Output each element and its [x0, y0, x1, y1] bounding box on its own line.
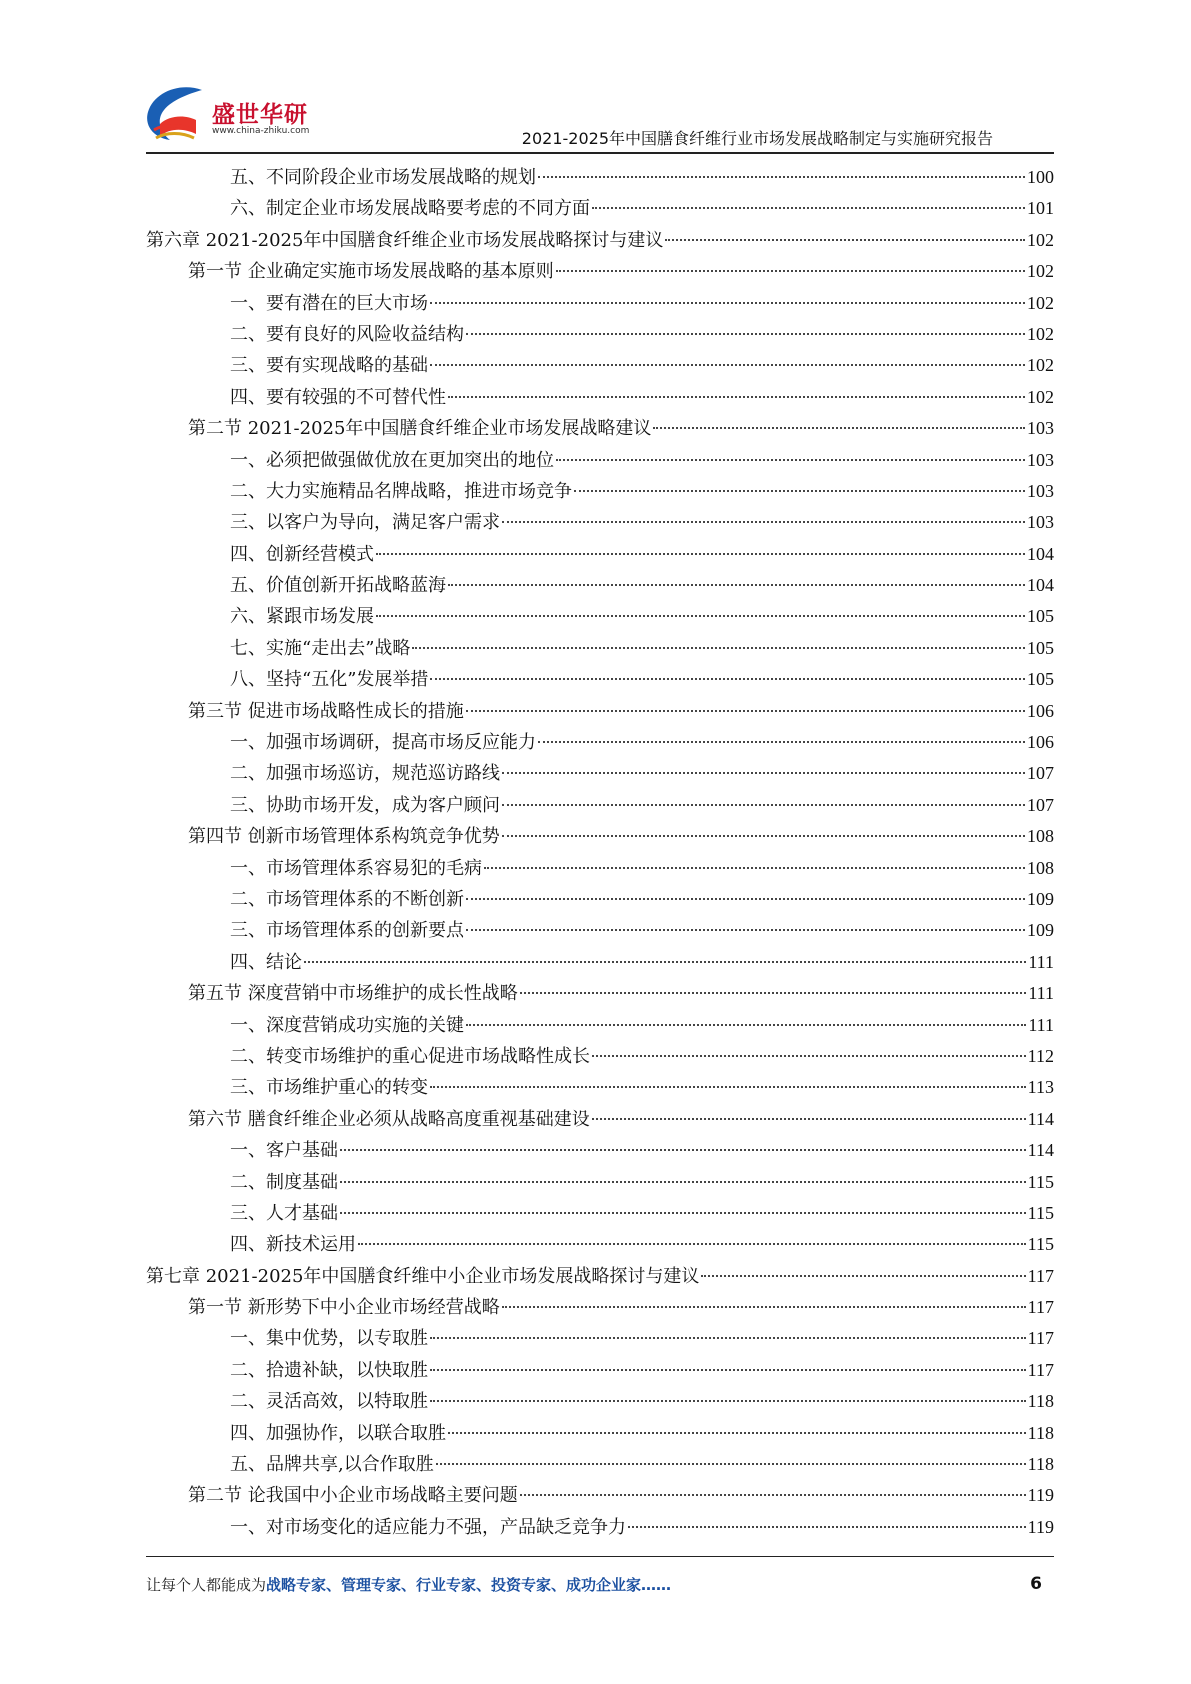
toc-entry-page: 102 [1027, 355, 1054, 376]
toc-entry-page: 101 [1027, 198, 1054, 219]
toc-entry[interactable] [146, 696, 1054, 727]
toc-dot-leader [592, 1055, 1026, 1057]
toc-entry[interactable] [146, 319, 1054, 350]
toc-entry[interactable] [146, 476, 1054, 507]
toc-entry-title: 五、品牌共享,以合作取胜 [230, 1454, 434, 1476]
toc-dot-leader [430, 364, 1025, 366]
toc-dot-leader [520, 992, 1027, 994]
toc-dot-leader [502, 835, 1025, 837]
toc-entry-title: 七、实施“走出去”战略 [230, 637, 411, 659]
toc-dot-leader [484, 867, 1025, 869]
toc-entry[interactable] [146, 413, 1054, 444]
toc-entry[interactable] [146, 256, 1054, 287]
toc-entry-page: 117 [1027, 1328, 1054, 1349]
document-title: 2021-2025年中国膳食纤维行业市场发展战略制定与实施研究报告 [521, 129, 993, 148]
toc-entry[interactable] [146, 978, 1054, 1009]
toc-entry-title: 五、价值创新开拓战略蓝海 [230, 575, 446, 597]
toc-entry[interactable] [146, 1292, 1054, 1323]
toc-entry-page: 119 [1027, 1516, 1054, 1537]
toc-entry-page: 103 [1027, 512, 1054, 533]
logo-mark-icon [140, 80, 212, 148]
toc-entry-title: 三、市场维护重心的转变 [230, 1077, 428, 1099]
toc-entry-title: 一、对市场变化的适应能力不强，产品缺乏竞争力 [230, 1516, 626, 1538]
toc-entry-page: 109 [1027, 920, 1054, 941]
toc-entry-page: 105 [1027, 606, 1054, 627]
toc-entry-page: 118 [1027, 1422, 1054, 1443]
toc-dot-leader [466, 929, 1025, 931]
toc-entry[interactable] [146, 664, 1054, 695]
toc-entry[interactable] [146, 1355, 1054, 1386]
toc-dot-leader [502, 1306, 1026, 1308]
toc-entry[interactable] [146, 884, 1054, 915]
toc-entry[interactable] [146, 162, 1054, 193]
toc-dot-leader [653, 427, 1025, 429]
toc-entry-title: 第二节 论我国中小企业市场战略主要问题 [188, 1485, 518, 1507]
toc-entry-title: 一、客户基础 [230, 1140, 338, 1162]
toc-dot-leader [665, 239, 1025, 241]
toc-entry[interactable] [146, 288, 1054, 319]
toc-entry-page: 111 [1028, 951, 1054, 972]
toc-entry-title: 三、人才基础 [230, 1202, 338, 1224]
toc-entry[interactable] [146, 1480, 1054, 1511]
toc-entry-title: 三、协助市场开发，成为客户顾问 [230, 794, 500, 816]
toc-entry-title: 二、拾遗补缺，以快取胜 [230, 1359, 428, 1381]
toc-dot-leader [358, 1243, 1026, 1245]
toc-entry[interactable] [146, 1323, 1054, 1354]
toc-entry-title: 二、大力实施精品名牌战略，推进市场竞争 [230, 480, 572, 502]
toc-dot-leader [448, 396, 1025, 398]
toc-entry[interactable] [146, 1135, 1054, 1166]
toc-entry[interactable] [146, 1386, 1054, 1417]
toc-entry-title: 四、结论 [230, 951, 302, 973]
toc-dot-leader [592, 1118, 1026, 1120]
toc-dot-leader [592, 207, 1025, 209]
toc-dot-leader [466, 1024, 1026, 1026]
footer-slogan-lead: 让每个人都能成为 [146, 1576, 267, 1594]
toc-entry-title: 二、加强市场巡访，规范巡访路线 [230, 763, 500, 785]
toc-entry-page: 102 [1027, 386, 1054, 407]
toc-dot-leader [538, 176, 1025, 178]
toc-entry[interactable] [146, 570, 1054, 601]
toc-entry[interactable] [146, 1198, 1054, 1229]
header-divider [146, 152, 1054, 154]
toc-dot-leader [430, 678, 1025, 680]
toc-entry-title: 二、市场管理体系的不断创新 [230, 888, 464, 910]
toc-entry-page: 111 [1028, 1014, 1054, 1035]
footer-divider [146, 1556, 1054, 1557]
toc-entry-title: 二、制度基础 [230, 1171, 338, 1193]
toc-dot-leader [448, 1432, 1026, 1434]
toc-dot-leader [304, 961, 1026, 963]
toc-entry[interactable] [146, 853, 1054, 884]
toc-entry-title: 四、要有较强的不可替代性 [230, 386, 446, 408]
toc-entry-page: 108 [1027, 826, 1054, 847]
toc-entry-title: 六、制定企业市场发展战略要考虑的不同方面 [230, 198, 590, 220]
toc-entry-title: 四、新技术运用 [230, 1234, 356, 1256]
toc-dot-leader [628, 1526, 1026, 1528]
toc-entry-title: 八、坚持“五化”发展举措 [230, 669, 429, 691]
toc-entry-title: 一、市场管理体系容易犯的毛病 [230, 857, 482, 879]
toc-entry-page: 108 [1027, 857, 1054, 878]
toc-dot-leader [520, 1494, 1026, 1496]
company-logo [140, 80, 320, 148]
toc-dot-leader [340, 1149, 1026, 1151]
toc-entry[interactable] [146, 382, 1054, 413]
toc-entry-title: 二、灵活高效，以特取胜 [230, 1391, 428, 1413]
toc-entry[interactable] [146, 1104, 1054, 1135]
toc-entry-page: 118 [1027, 1454, 1054, 1475]
toc-dot-leader [556, 459, 1025, 461]
toc-entry-title: 第四节 创新市场管理体系构筑竞争优势 [188, 826, 500, 848]
toc-entry-page: 102 [1027, 261, 1054, 282]
toc-entry-title: 二、转变市场维护的重心促进市场战略性成长 [230, 1045, 590, 1067]
toc-dot-leader [376, 615, 1025, 617]
toc-entry-title: 三、市场管理体系的创新要点 [230, 920, 464, 942]
toc-entry-title: 四、创新经营模式 [230, 543, 374, 565]
toc-entry-page: 105 [1027, 669, 1054, 690]
toc-entry-title: 三、以客户为导向，满足客户需求 [230, 512, 500, 534]
toc-entry[interactable] [146, 1418, 1054, 1449]
toc-entry-page: 102 [1027, 229, 1054, 250]
toc-entry-title: 四、加强协作，以联合取胜 [230, 1422, 446, 1444]
toc-entry[interactable] [146, 947, 1054, 978]
toc-dot-leader [466, 710, 1025, 712]
toc-entry-page: 100 [1027, 167, 1054, 187]
toc-entry-title: 第六章 2021-2025年中国膳食纤维企业市场发展战略探讨与建议 [146, 229, 664, 251]
toc-entry[interactable] [146, 350, 1054, 381]
toc-entry-page: 117 [1027, 1297, 1054, 1318]
toc-entry[interactable] [146, 1261, 1054, 1292]
toc-entry-page: 109 [1027, 888, 1054, 909]
toc-dot-leader [430, 1086, 1026, 1088]
toc-dot-leader [340, 1181, 1026, 1183]
logo-name: 盛世华研 [212, 102, 308, 128]
toc-entry-title: 五、不同阶段企业市场发展战略的规划 [230, 167, 536, 188]
toc-entry[interactable] [146, 1072, 1054, 1103]
toc-entry-title: 一、集中优势，以专取胜 [230, 1328, 428, 1350]
toc-dot-leader [412, 647, 1025, 649]
toc-entry-title: 六、紧跟市场发展 [230, 606, 374, 628]
toc-entry[interactable] [146, 507, 1054, 538]
toc-entry-page: 106 [1027, 732, 1054, 753]
toc-entry-title: 第六节 膳食纤维企业必须从战略高度重视基础建设 [188, 1108, 590, 1130]
toc-entry-page: 115 [1027, 1171, 1054, 1192]
toc-entry-page: 106 [1027, 700, 1054, 721]
toc-dot-leader [430, 1369, 1026, 1371]
toc-entry[interactable] [146, 1041, 1054, 1072]
toc-entry[interactable] [146, 1449, 1054, 1480]
toc-entry-title: 第二节 2021-2025年中国膳食纤维企业市场发展战略建议 [188, 418, 652, 440]
toc-entry[interactable] [146, 225, 1054, 256]
toc-dot-leader [340, 1212, 1026, 1214]
toc-dot-leader [556, 270, 1025, 272]
logo-url: www.china-zhiku.com [212, 126, 310, 136]
toc-entry-page: 111 [1028, 983, 1054, 1004]
toc-entry[interactable] [146, 1512, 1054, 1543]
table-of-contents [146, 162, 1054, 1543]
toc-entry-title: 第七章 2021-2025年中国膳食纤维中小企业市场发展战略探讨与建议 [146, 1265, 700, 1287]
toc-entry-page: 118 [1027, 1391, 1054, 1412]
toc-entry-title: 第三节 促进市场战略性成长的措施 [188, 700, 464, 722]
toc-entry-page: 105 [1027, 637, 1054, 658]
toc-dot-leader [538, 741, 1025, 743]
toc-entry[interactable] [146, 1229, 1054, 1260]
toc-entry-page: 103 [1027, 418, 1054, 439]
toc-dot-leader [466, 333, 1025, 335]
toc-dot-leader [430, 302, 1025, 304]
toc-entry-page: 104 [1027, 543, 1054, 564]
toc-entry-page: 114 [1027, 1108, 1054, 1129]
toc-entry[interactable] [146, 1010, 1054, 1041]
toc-dot-leader [376, 553, 1025, 555]
page-footer [146, 1574, 1054, 1604]
toc-entry-page: 119 [1027, 1485, 1054, 1506]
toc-entry-title: 第一节 企业确定实施市场发展战略的基本原则 [188, 261, 554, 283]
toc-entry-page: 103 [1027, 480, 1054, 501]
toc-dot-leader [466, 898, 1025, 900]
toc-entry-title: 二、要有良好的风险收益结构 [230, 323, 464, 345]
toc-entry[interactable] [146, 727, 1054, 758]
toc-dot-leader [574, 490, 1025, 492]
toc-entry-page: 102 [1027, 323, 1054, 344]
toc-entry-page: 117 [1027, 1359, 1054, 1380]
toc-entry-page: 107 [1027, 794, 1054, 815]
toc-entry-title: 一、加强市场调研，提高市场反应能力 [230, 732, 536, 754]
toc-entry[interactable] [146, 633, 1054, 664]
toc-dot-leader [430, 1337, 1026, 1339]
toc-entry-page: 115 [1027, 1234, 1054, 1255]
toc-dot-leader [502, 804, 1025, 806]
toc-entry[interactable] [146, 915, 1054, 946]
toc-entry[interactable] [146, 758, 1054, 789]
toc-entry-page: 104 [1027, 575, 1054, 596]
toc-entry-title: 第五节 深度营销中市场维护的成长性战略 [188, 983, 518, 1005]
toc-entry-title: 一、深度营销成功实施的关键 [230, 1014, 464, 1036]
toc-entry[interactable] [146, 790, 1054, 821]
toc-entry-page: 102 [1027, 292, 1054, 313]
toc-entry-page: 112 [1027, 1045, 1054, 1066]
toc-entry[interactable] [146, 445, 1054, 476]
toc-dot-leader [502, 521, 1025, 523]
toc-entry[interactable] [146, 821, 1054, 852]
toc-dot-leader [430, 1400, 1026, 1402]
toc-entry-page: 117 [1027, 1265, 1054, 1286]
page-header [0, 0, 1191, 150]
toc-entry-title: 一、要有潜在的巨大市场 [230, 292, 428, 314]
toc-dot-leader [502, 772, 1025, 774]
toc-entry-title: 一、必须把做强做优放在更加突出的地位 [230, 449, 554, 471]
toc-entry-page: 113 [1027, 1077, 1054, 1098]
toc-entry-title: 第一节 新形势下中小企业市场经营战略 [188, 1297, 500, 1319]
toc-entry[interactable] [146, 601, 1054, 632]
toc-entry[interactable] [146, 539, 1054, 570]
footer-slogan-highlight: 战略专家、管理专家、行业专家、投资专家、成功企业家…… [266, 1576, 672, 1594]
toc-entry-page: 114 [1027, 1140, 1054, 1161]
toc-dot-leader [701, 1275, 1025, 1277]
toc-entry[interactable] [146, 1167, 1054, 1198]
toc-entry[interactable] [146, 193, 1054, 224]
toc-entry-page: 107 [1027, 763, 1054, 784]
toc-entry-title: 三、要有实现战略的基础 [230, 355, 428, 377]
toc-entry-page: 103 [1027, 449, 1054, 470]
page-number: 6 [1030, 1574, 1042, 1594]
toc-entry-page: 115 [1027, 1202, 1054, 1223]
toc-dot-leader [436, 1463, 1026, 1465]
toc-dot-leader [448, 584, 1025, 586]
